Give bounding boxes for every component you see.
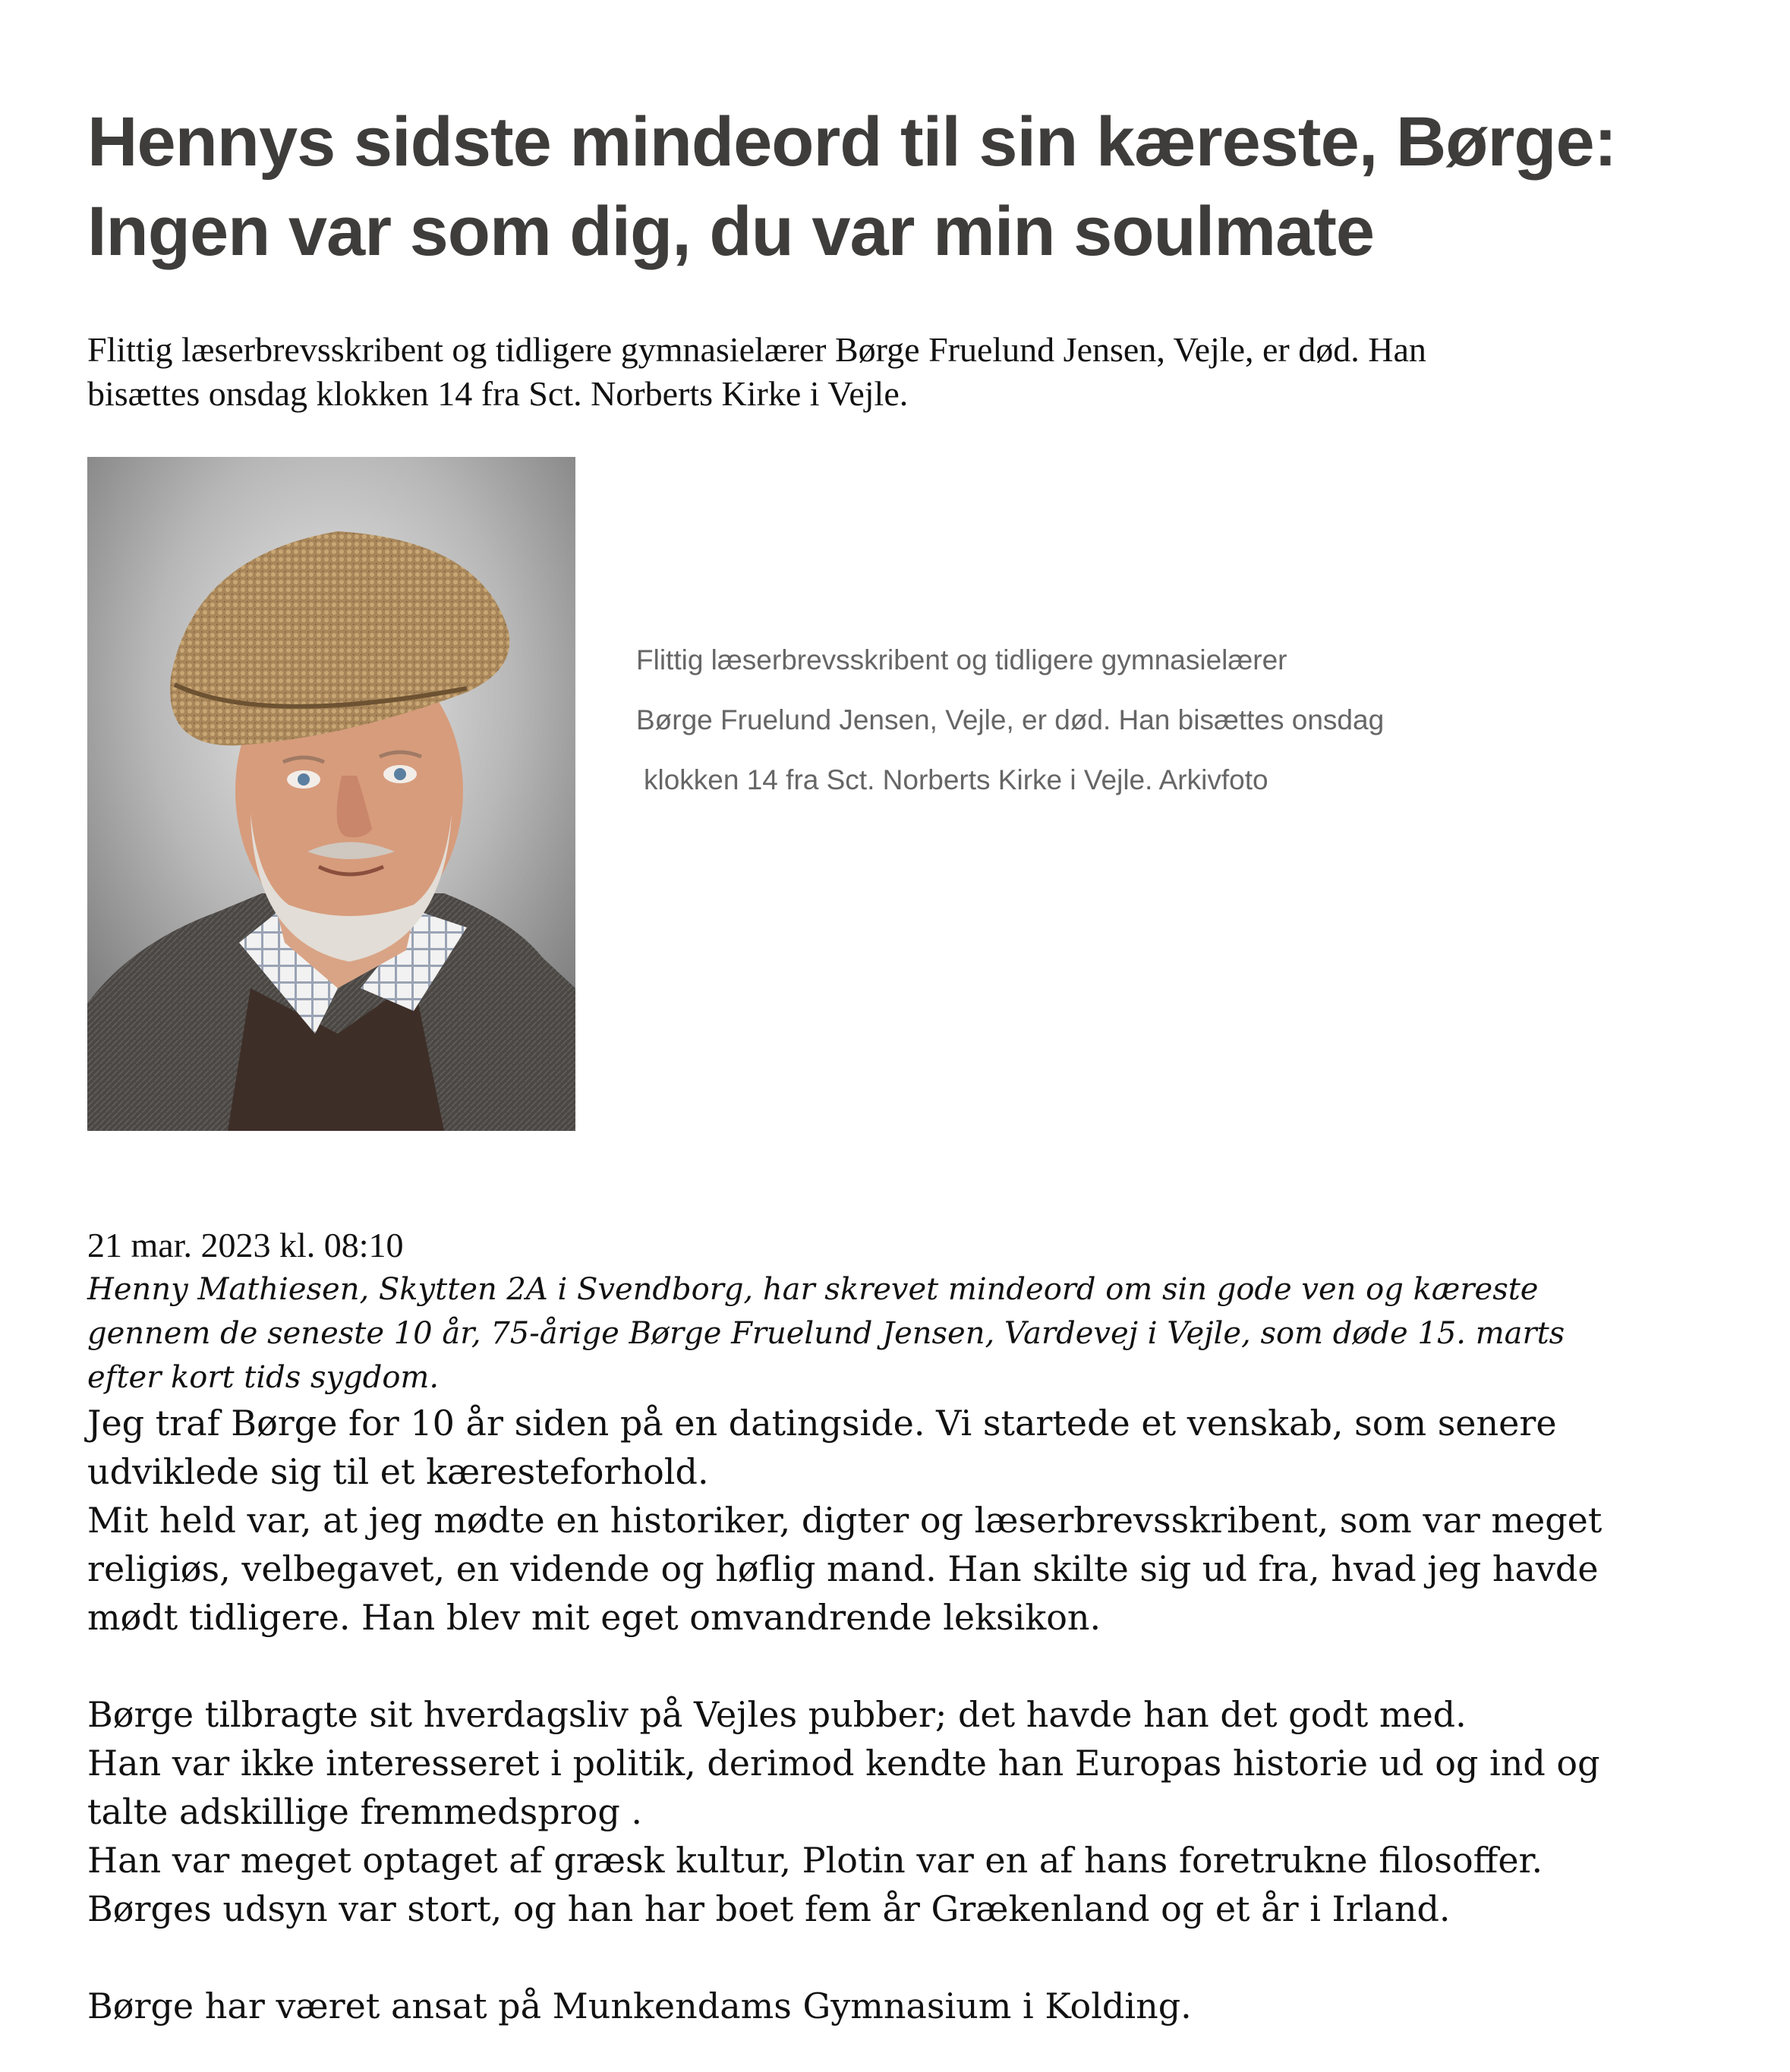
body-line: Mit held var, at jeg mødte en historiker, digter og læserbrevsskribent, som var meget [87, 1500, 1602, 1541]
caption-line: Børge Fruelund Jensen, Vejle, er død. Han bisættes onsdag [636, 704, 1385, 735]
article-intro [87, 1267, 1606, 1400]
body-line: Børges udsyn var stort, og han har boet fem år Grækenland og et år i Irland. [87, 1888, 1451, 1929]
article-headline [87, 97, 1681, 276]
body-line: talte adskillige fremmedsprog . [87, 1791, 643, 1832]
article-lead [87, 328, 1606, 416]
article-photo [87, 457, 575, 1131]
caption-line: Flittig læserbrevsskribent og tidligere gymnasielærer [636, 644, 1287, 675]
body-line: Han var meget optaget af græsk kultur, Plotin var en af hans foretrukne filosoffer. [87, 1840, 1543, 1881]
body-line: Jeg traf Børge for 10 år siden på en datingside. Vi startede et venskab, som senere [87, 1403, 1557, 1444]
body-line: Børge tilbragte sit hverdagsliv på Vejles pubber; det havde han det godt med. [87, 1694, 1467, 1735]
body-line: Børge har været ansat på Munkendams Gymnasium i Kolding. [87, 1985, 1192, 2026]
body-line: udviklede sig til et kæresteforhold. [87, 1451, 709, 1492]
paragraph-gap [87, 1642, 1621, 1690]
caption-line: klokken 14 fra Sct. Norberts Kirke i Vejle. Arkivfoto [644, 764, 1268, 795]
intro-line: efter kort tids sygdom. [87, 1360, 440, 1395]
lead-line: bisættes onsdag klokken 14 fra Sct. Norberts Kirke i Vejle. [87, 374, 909, 413]
body-line: mødt tidligere. Han blev mit eget omvandrende leksikon. [87, 1597, 1101, 1638]
publish-date: 21 mar. 2023 kl. 08:10 [87, 1226, 404, 1264]
intro-line: Henny Mathiesen, Skytten 2A i Svendborg, har skrevet mindeord om sin gode ven og kæreste [87, 1272, 1539, 1307]
body-line: Han var ikke interesseret i politik, derimod kendte han Europas historie ud og ind og [87, 1743, 1600, 1784]
lead-line: Flittig læserbrevsskribent og tidligere gymnasielærer Børge Fruelund Jensen, Vejle, er død. Han [87, 330, 1426, 369]
article-body [87, 1399, 1621, 2030]
headline-line: Hennys sidste mindeord til sin kæreste, Børge: [87, 103, 1617, 181]
portrait-illustration [87, 457, 575, 1131]
paragraph-gap [87, 1933, 1621, 1982]
body-line: religiøs, velbegavet, en vidende og høflig mand. Han skilte sig ud fra, hvad jeg havde [87, 1548, 1599, 1589]
headline-line: Ingen var som dig, du var min soulmate [87, 193, 1375, 270]
intro-line: gennem de seneste 10 år, 75-årige Børge Fruelund Jensen, Vardevej i Vejle, som døde 15. marts [87, 1316, 1565, 1351]
photo-caption [636, 630, 1471, 810]
